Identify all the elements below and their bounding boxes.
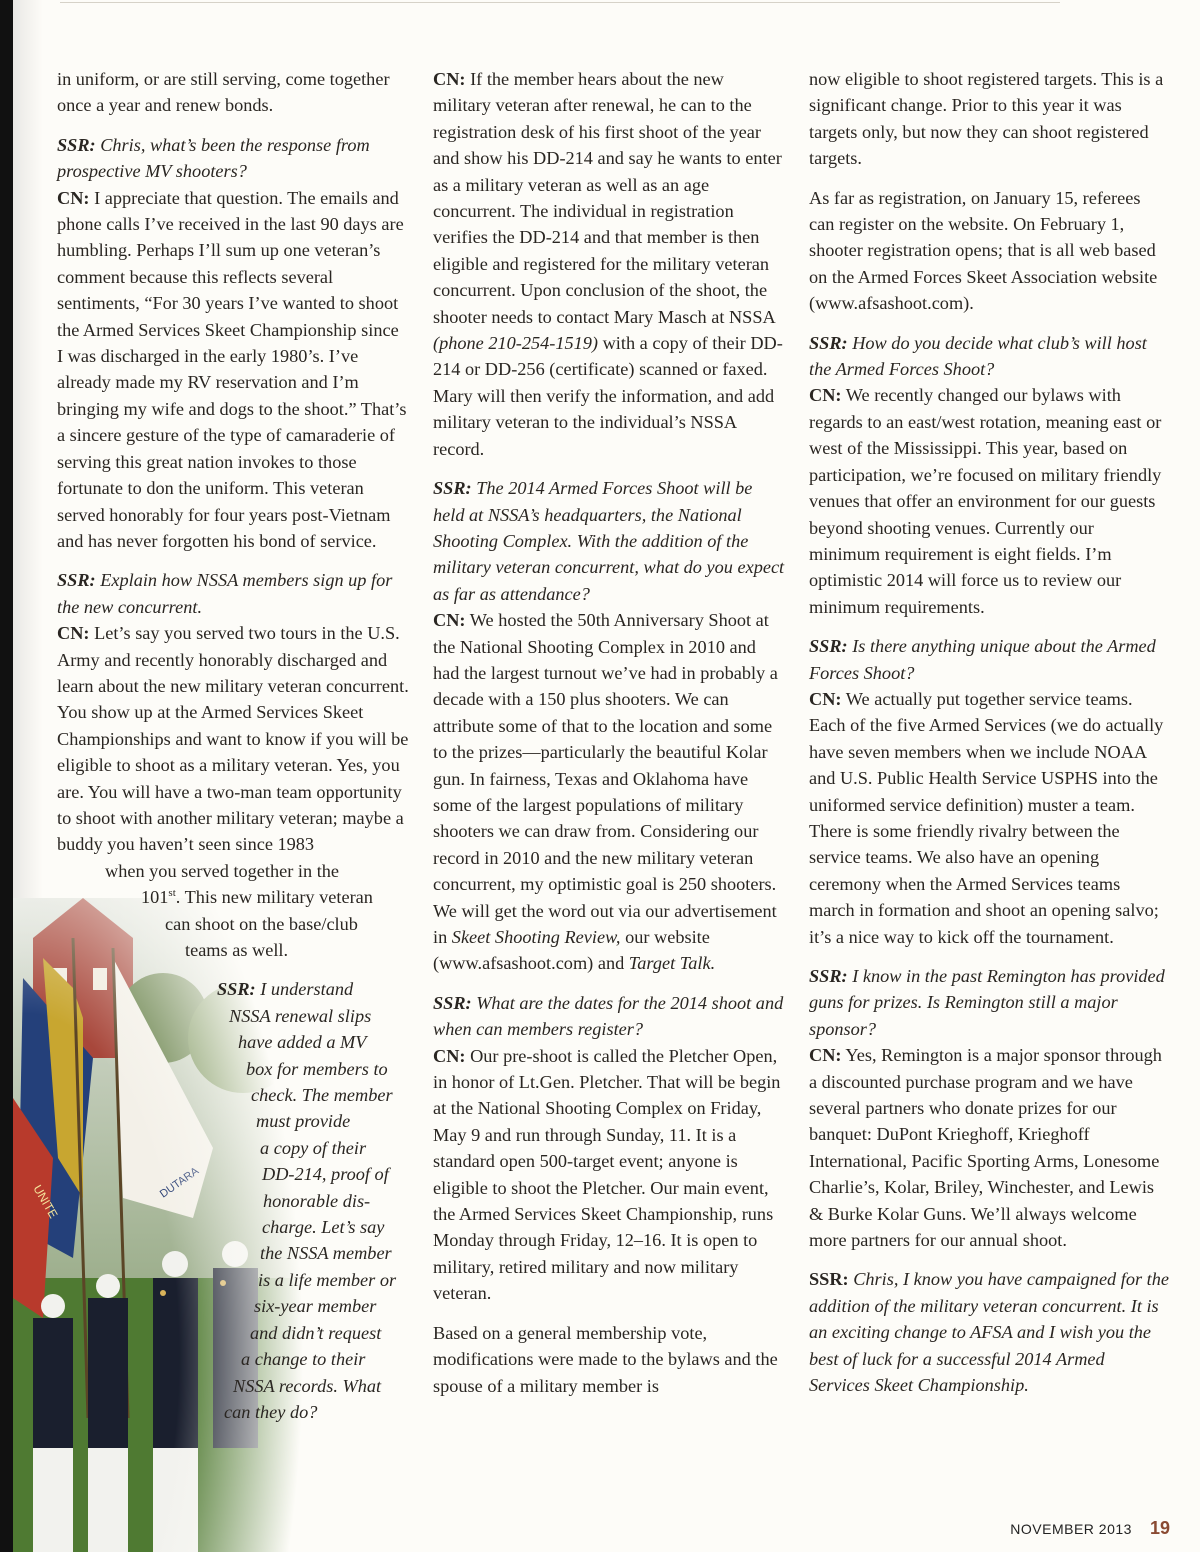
answer-text: We actually put together service teams. Each of the five Armed Services (we do actually have seven members when we include NOAA and U.S. Public Health Service USPHS into the uniformed service definition) muster a team. There is some friendly rivalry between the service teams. We also have an opening ceremony when the Armed Services teams march in formation and shoot an opening salvo; it’s a nice way to kick off the tournament.: [809, 688, 1164, 947]
q3-line-14: a change to their: [241, 1349, 366, 1370]
col2-answer-1: [433, 607, 785, 977]
col3-paragraph-1: As far as registration, on January 15, referees can register on the website. On February 1, shooter registration opens; that is all web based on the Armed Forces Skeet Association website (www.afsashoot.com).: [809, 187, 1158, 314]
answer-text: I appreciate that question. The emails and phone calls I’ve received in the last 90 days are humbling. Perhaps I’ll sum up one veteran’s comment because this reflects several sentiments, “For 30 years I’ve wanted to shoot the Armed Services Skeet Championship since I was discharged in the early 1980’s. I’ve already made my RV reservation and I’m bringing my wife and dogs to the shoot.” That’s a sincere gesture of the type of camaraderie of serving this great nation invokes to those fortunate to don the uniform. This veteran served honorably for four years post-Vietnam and has never forgotten his bond of service.: [57, 187, 407, 551]
page-binding-edge: [0, 0, 13, 1552]
ssr-label: SSR:: [57, 570, 96, 591]
cn-label: CN:: [809, 1045, 842, 1066]
col3-answer-3: [809, 1042, 1169, 1253]
publication-title: Skeet Shooting Review,: [451, 927, 621, 947]
question-text: How do you decide what club’s will host the Armed Forces Shoot?: [809, 332, 1147, 380]
q3-line-12: six-year member: [254, 1296, 377, 1317]
ssr-label: SSR:: [433, 478, 472, 499]
ssr-label: SSR:: [809, 966, 848, 986]
ssr-label: SSR:: [809, 332, 848, 353]
col2-question-2: [433, 990, 785, 1043]
publication-title: Target Talk.: [628, 953, 716, 974]
wrap-line-1: when you served together in the: [105, 860, 340, 881]
q3-line-6: a copy of their: [260, 1137, 367, 1158]
top-rule: [60, 2, 1060, 3]
answer-text: Yes, Remington is a major sponsor through a discounted purchase program and we have several partners who donate prizes for our banquet: DuPont Krieghoff, Krieghoff International, Pacific Sporting Arms, Lonesome Charlie’s, Kolar, Briley, Winchester, and Lewis & Burke Kolar Guns. We’ll always welcome more partners for our annual shoot.: [809, 1045, 1162, 1251]
q3-line-10: the NSSA member: [260, 1243, 392, 1264]
question-text: Chris, what’s been the response from prospective MV shooters?: [57, 134, 370, 182]
answer-text-cont: our website (www.afsashoot.com) and: [433, 927, 710, 974]
question-text: The 2014 Armed Forces Shoot will be held at NSSA’s headquarters, the National Shooting Complex. With the addition of the military veteran concurrent, what do you expect as far as attendance?: [433, 478, 785, 604]
q3-line-0: I understand: [260, 979, 354, 1000]
q3-line-13: and didn’t request: [250, 1322, 382, 1343]
ssr-label: SSR:: [433, 992, 472, 1013]
page-folio: [1010, 1518, 1170, 1539]
col3-answer-2: [809, 686, 1169, 950]
wrap-line-3: can shoot on the base/club: [165, 913, 358, 934]
q3-line-4: check. The member: [251, 1085, 393, 1106]
question-text: Explain how NSSA members sign up for the new concurrent.: [57, 570, 393, 617]
answer-text: Our pre-shoot is called the Pletcher Open, in honor of Lt.Gen. Pletcher. That will be begin at the National Shooting Complex on Friday, May 9 and run through Sunday, 11. It is a standard open 500-target event; anyone is eligible to shoot the Pletcher. Our main event, the Armed Services Skeet Championship, runs Monday through Friday, 12–16. It is open to military, retired military and now military veteran.: [433, 1045, 781, 1304]
wrap-line-2: 101st. This new military veteran: [141, 887, 373, 908]
q3-line-3: box for members to: [246, 1058, 388, 1079]
ssr-label: SSR:: [809, 1269, 849, 1290]
cn-label: CN:: [57, 187, 90, 208]
col2-paragraph-last: Based on a general membership vote, modifications were made to the bylaws and the spouse of a military member is: [433, 1322, 778, 1396]
ordinal-suffix: st: [168, 887, 176, 900]
q3-line-9: charge. Let’s say: [262, 1217, 385, 1238]
issue-date: NOVEMBER 2013: [1010, 1521, 1132, 1537]
ssr-label: SSR:: [57, 134, 96, 155]
col2-question-1: [433, 475, 785, 607]
q3-line-7: DD-214, proof of: [262, 1164, 389, 1185]
cn-label: CN:: [433, 1045, 466, 1066]
col3-question-4: [809, 1266, 1169, 1398]
col3-answer-1: [809, 382, 1169, 620]
question-text: Chris, I know you have campaigned for the addition of the military veteran concurrent. It is an exciting change to AFSA and I wish you the best of luck for a successful 2014 Armed Services Skeet Championship.: [809, 1269, 1170, 1396]
col1-question-3: [57, 976, 409, 1425]
cn-label: CN:: [809, 385, 842, 406]
col1-question-2: [57, 567, 409, 620]
cn-label: CN:: [809, 688, 842, 709]
question-text: Is there anything unique about the Armed Forces Shoot?: [809, 636, 1156, 683]
answer-text: If the member hears about the new military veteran after renewal, he can to the registration desk of his first shoot of the year and show his DD-214 and say he wants to enter as a military veteran as well as an age concurrent. The individual in registration verifies the DD-214 and that member is then eligible and registered for the military veteran concurrent. Upon conclusion of the shoot, the shooter needs to contact Mary Masch at NSSA: [433, 69, 782, 327]
q3-line-1: NSSA renewal slips: [229, 1005, 372, 1026]
col3-question-3: [809, 963, 1169, 1042]
q3-line-15: NSSA records. What: [233, 1375, 382, 1396]
cn-label: CN:: [57, 623, 90, 644]
answer-text-cont: with a copy of their DD-214 or DD-256 (certificate) scanned or faxed. Mary will then verify the information, and add military veteran to the individual’s NSSA record.: [433, 333, 783, 459]
col1-answer-2: [57, 620, 409, 858]
page-number: 19: [1149, 1518, 1170, 1538]
col1-answer-1: [57, 185, 409, 555]
ssr-label: SSR:: [217, 979, 256, 1000]
col3-question-2: [809, 633, 1169, 686]
article-column-3: [809, 66, 1169, 1412]
q3-line-11: is a life member or: [258, 1269, 397, 1290]
ssr-label: SSR:: [809, 636, 848, 657]
col3-question-1: [809, 330, 1169, 383]
wrap-line-4: teams as well.: [185, 940, 289, 960]
article-column-1: [57, 66, 409, 1425]
q3-line-5: must provide: [256, 1111, 351, 1132]
q3-line-16: can they do?: [224, 1401, 318, 1422]
article-column-2: [433, 66, 785, 1412]
answer-text: Let’s say you served two tours in the U.S. Army and recently honorably discharged and learn about the new military veteran concurrent. You show up at the Armed Services Skeet Championships and want to know if you will be eligible to shoot as a military veteran. Yes, you are. You will have a two-man team opportunity to shoot with another military veteran; maybe a buddy you haven’t seen since 1983: [57, 623, 409, 855]
question-text: What are the dates for the 2014 shoot and when can members register?: [433, 992, 784, 1040]
col1-question-1: [57, 132, 409, 185]
col1-wrap-lines: [57, 858, 409, 964]
answer-text: We recently changed our bylaws with regards to an east/west rotation, meaning east or west of the Mississippi. This year, based on participation, we’re focused on military friendly venues that offer an environment for our guests beyond shooting venues. Currently our minimum requirement is eight fields. I’m optimistic 2014 will force us to review our minimum requirements.: [809, 385, 1162, 617]
cn-label: CN:: [433, 69, 466, 89]
q3-line-8: honorable dis-: [263, 1190, 371, 1211]
col3-paragraph-0: now eligible to shoot registered targets. This is a significant change. Prior to this year it was targets only, but now they can shoot registered targets.: [809, 69, 1164, 169]
question-text: I know in the past Remington has provided guns for prizes. Is Remington still a major sponsor?: [809, 966, 1165, 1039]
col2-answer-0: [433, 66, 785, 462]
answer-text: We hosted the 50th Anniversary Shoot at the National Shooting Complex in 2010 and had the largest turnout we’ve had in probably a decade with a 150 plus shooters. We can attribute some of that to the location and some to the prizes—particularly the beautiful Kolar gun. In fairness, Texas and Oklahoma have some of the largest populations of military shooters we can draw from. Considering our record in 2010 and the new military veteran concurrent, my optimistic goal is 250 shooters. We will get the word out via our advertisement in: [433, 610, 778, 947]
q3-line-2: have added a MV: [238, 1032, 367, 1053]
col1-paragraph-0: in uniform, or are still serving, come together once a year and renew bonds.: [57, 69, 390, 116]
col2-answer-2: [433, 1043, 785, 1307]
cn-label: CN:: [433, 610, 466, 631]
phone-number: (phone 210-254-1519): [433, 333, 599, 354]
